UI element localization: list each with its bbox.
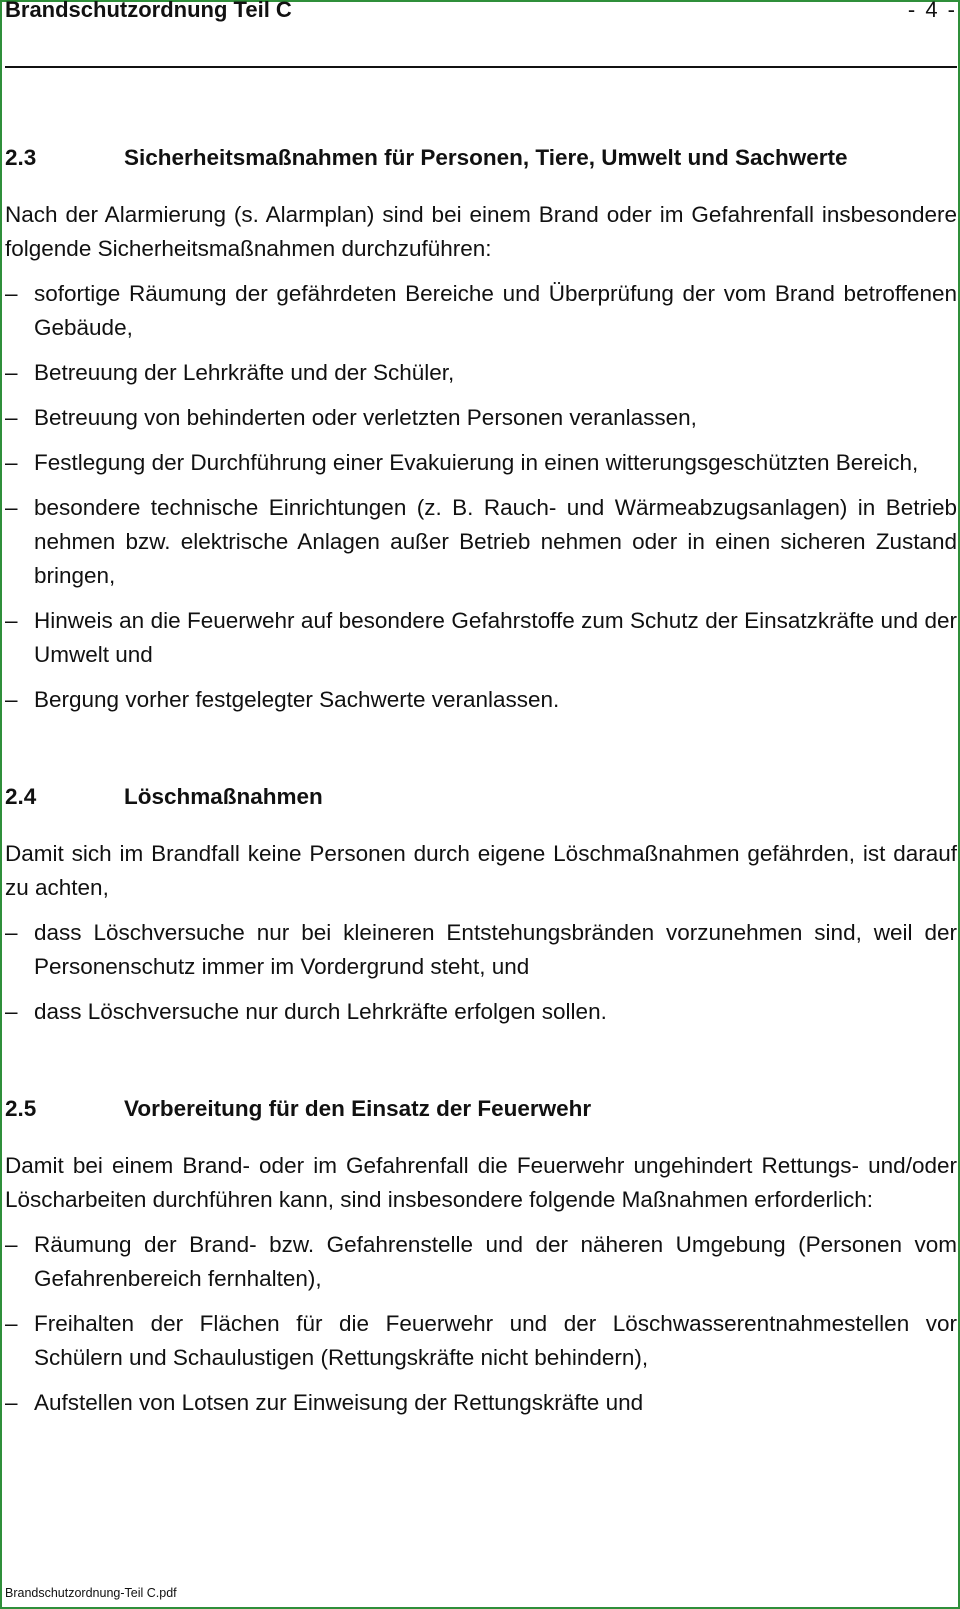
list-item-text: dass Löschversuche nur bei kleineren Entstehungsbränden vorzunehmen sind, weil der Personenschutz immer im Vordergrund steht, und	[34, 920, 957, 979]
section-title: Vorbereitung für den Einsatz der Feuerwehr	[124, 1096, 592, 1121]
list-item-text: besondere technische Einrichtungen (z. B. Rauch- und Wärmeabzugsanlagen) in Betrieb nehmen bzw. elektrische Anlagen außer Betrieb nehmen oder in einen sicheren Zustand bringen,	[34, 495, 957, 588]
list-item	[5, 1228, 957, 1296]
list-item-text: dass Löschversuche nur durch Lehrkräfte erfolgen sollen.	[34, 999, 607, 1024]
section-2-3	[5, 68, 957, 717]
list-item-text: Aufstellen von Lotsen zur Einweisung der Rettungskräfte und	[34, 1390, 644, 1415]
list-item-text: Räumung der Brand- bzw. Gefahrenstelle und der näheren Umgebung (Personen vom Gefahrenbereich fernhalten),	[34, 1232, 957, 1291]
section-heading	[5, 141, 957, 175]
list-item	[5, 401, 957, 435]
list-item	[5, 491, 957, 593]
list-dash: –	[5, 1390, 18, 1415]
list-item	[5, 277, 957, 345]
list-item-text: Festlegung der Durchführung einer Evakuierung in einen witterungsgeschützten Bereich,	[34, 450, 919, 475]
list-item	[5, 356, 957, 390]
section-intro: Nach der Alarmierung (s. Alarmplan) sind bei einem Brand oder im Gefahrenfall insbesondere folgende Sicherheitsmaßnahmen durchzuführen:	[5, 202, 957, 261]
list-item-text: Betreuung von behinderten oder verletzten Personen veranlassen,	[34, 405, 697, 430]
list-dash: –	[5, 405, 18, 430]
section-number: 2.3	[5, 145, 37, 170]
list-item-text: Bergung vorher festgelegter Sachwerte veranlassen.	[34, 687, 560, 712]
list-item	[5, 995, 957, 1029]
list-dash: –	[5, 495, 18, 520]
section-title: Löschmaßnahmen	[124, 784, 323, 809]
list-dash: –	[5, 1311, 18, 1336]
list-dash: –	[5, 360, 18, 385]
extinguishing-list	[5, 916, 957, 1029]
list-item	[5, 683, 957, 717]
fire-brigade-list	[5, 1228, 957, 1420]
list-dash: –	[5, 687, 18, 712]
section-number: 2.4	[5, 784, 37, 809]
section-2-4	[5, 717, 957, 1029]
section-heading	[5, 1092, 957, 1126]
page-number: - 4 -	[907, 0, 957, 22]
section-number: 2.5	[5, 1096, 37, 1121]
list-item	[5, 446, 957, 480]
section-intro: Damit sich im Brandfall keine Personen durch eigene Löschmaßnahmen gefährden, ist darauf zu achten,	[5, 841, 957, 900]
list-dash: –	[5, 608, 18, 633]
document-page	[5, 0, 957, 1420]
measures-list	[5, 277, 957, 717]
list-item-text: Freihalten der Flächen für die Feuerwehr und der Löschwasserentnahmestellen vor Schülern und Schaulustigen (Rettungskräfte nicht behindern),	[34, 1311, 957, 1370]
list-dash: –	[5, 920, 18, 945]
footer-filename: Brandschutzordnung-Teil C.pdf	[5, 1586, 177, 1600]
list-dash: –	[5, 999, 18, 1024]
list-item-text: Betreuung der Lehrkräfte und der Schüler,	[34, 360, 455, 385]
list-item	[5, 604, 957, 672]
list-item-text: sofortige Räumung der gefährdeten Bereiche und Überprüfung der vom Brand betroffenen Gebäude,	[34, 281, 957, 340]
document-content	[5, 68, 957, 1420]
list-dash: –	[5, 450, 18, 475]
document-title: Brandschutzordnung Teil C	[5, 0, 292, 22]
list-dash: –	[5, 281, 18, 306]
list-item	[5, 1386, 957, 1420]
section-heading	[5, 780, 957, 814]
section-title: Sicherheitsmaßnahmen für Personen, Tiere, Umwelt und Sachwerte	[124, 145, 848, 170]
page-header	[5, 0, 957, 68]
section-2-5	[5, 1029, 957, 1420]
list-item-text: Hinweis an die Feuerwehr auf besondere Gefahrstoffe zum Schutz der Einsatzkräfte und der Umwelt und	[34, 608, 957, 667]
list-item	[5, 916, 957, 984]
list-dash: –	[5, 1232, 18, 1257]
section-intro: Damit bei einem Brand- oder im Gefahrenfall die Feuerwehr ungehindert Rettungs- und/oder Löscharbeiten durchführen kann, sind insbesondere folgende Maßnahmen erforderlich:	[5, 1153, 957, 1212]
list-item	[5, 1307, 957, 1375]
